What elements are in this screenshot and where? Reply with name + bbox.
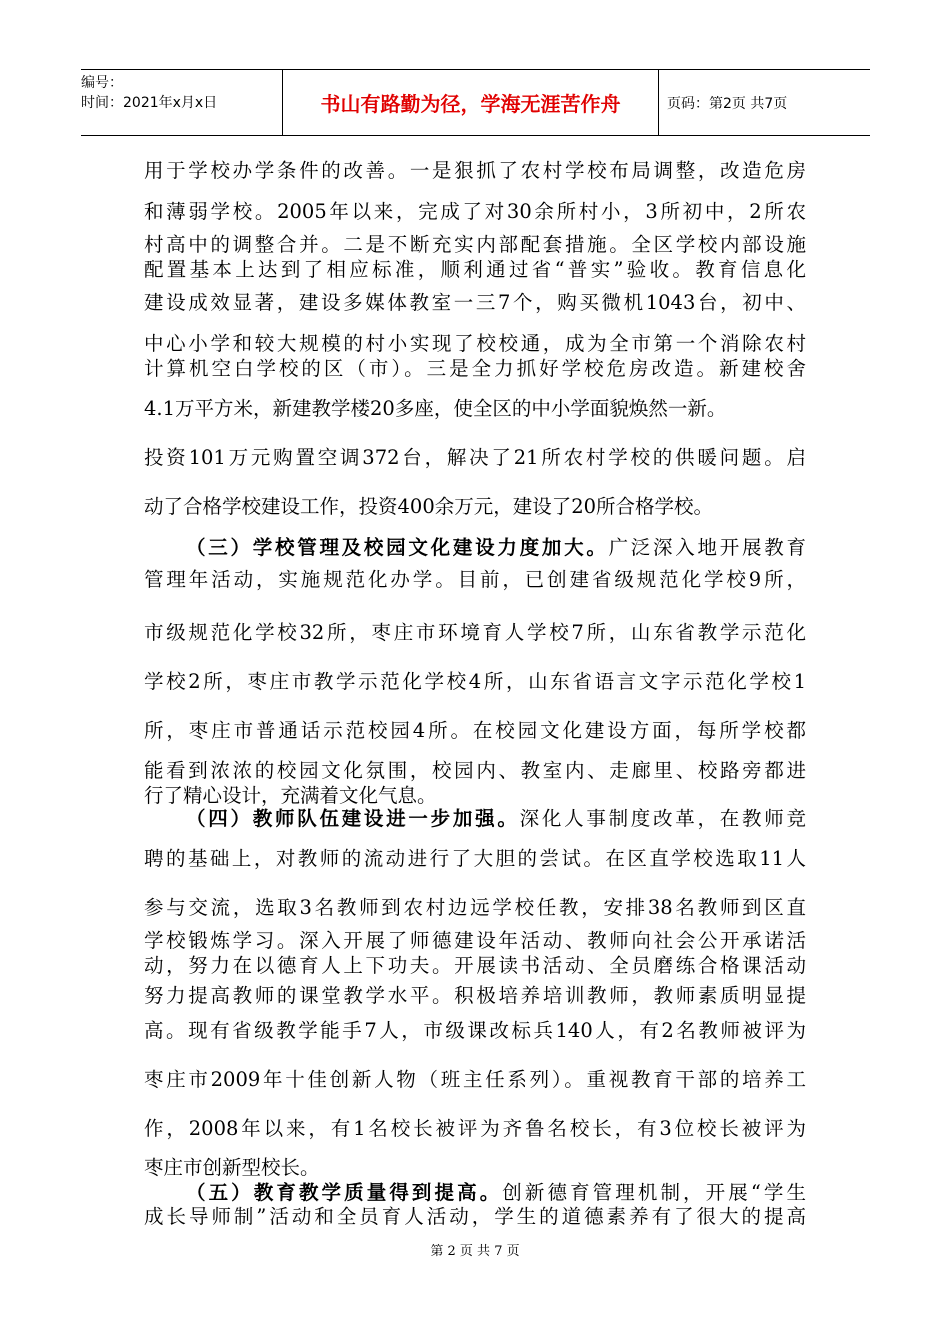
body-line: 枣庄市2009年十佳创新人物（班主任系列）。重视教育干部的培养工 xyxy=(144,1068,806,1091)
body-line: 配置基本上达到了相应标准，顺利通过省“普实”验收。教育信息化 xyxy=(144,258,806,281)
body-line: 村高中的调整合并。二是不断充实内部配套措施。全区学校内部设施 xyxy=(144,233,806,256)
section-4-line xyxy=(186,806,806,832)
header-table xyxy=(81,69,870,136)
body-line: 学校2所，枣庄市教学示范化学校4所，山东省语言文字示范化学校1 xyxy=(144,670,806,693)
body-line: 中心小学和较大规模的村小实现了校校通，成为全市第一个消除农村 xyxy=(144,332,806,355)
body-line: 聘的基础上，对教师的流动进行了大胆的尝试。在区直学校选取11人 xyxy=(144,847,806,870)
body-line: 计算机空白学校的区（市）。三是全力抓好学校危房改造。新建校舍 xyxy=(144,357,806,380)
body-line: 成长导师制”活动和全员育人活动，学生的道德素养有了很大的提高 xyxy=(144,1205,806,1228)
body-line: 所，枣庄市普通话示范校园4所。在校园文化建设方面，每所学校都 xyxy=(144,719,806,742)
body-line: 用于学校办学条件的改善。一是狠抓了农村学校布局调整，改造危房 xyxy=(144,159,806,182)
section-3-heading: （三）学校管理及校园文化建设力度加大。 xyxy=(186,536,609,559)
section-4-heading: （四）教师队伍建设进一步加强。 xyxy=(186,807,520,830)
body-line: 4.1万平方米，新建教学楼20多座，使全区的中小学面貌焕然一新。 xyxy=(144,397,727,420)
section-5-heading: （五）教育教学质量得到提高。 xyxy=(186,1181,503,1204)
section-5-line xyxy=(186,1180,806,1206)
body-line: 建设成效显著，建设多媒体教室一三7个，购买微机1043台，初中、 xyxy=(144,291,806,314)
body-line: 和薄弱学校。2005年以来，完成了对30余所村小，3所初中，2所农 xyxy=(144,200,806,223)
header-motto: 书山有路勤为径，学海无涯苦作舟 xyxy=(283,70,659,135)
body-line: 能看到浓浓的校园文化氛围，校园内、教室内、走廊里、校路旁都进 xyxy=(144,759,806,782)
body-line: 投资101万元购置空调372台，解决了21所农村学校的供暖问题。启 xyxy=(144,446,806,469)
section-5-text: 创新德育管理机制，开展“学生 xyxy=(502,1181,806,1204)
header-page-info: 页码：第2页 共7页 xyxy=(667,95,788,112)
body-line: 动，努力在以德育人上下功夫。开展读书活动、全员磨练合格课活动 xyxy=(144,954,806,977)
body-line: 学校锻炼学习。深入开展了师德建设年活动、教师向社会公开承诺活 xyxy=(144,929,806,952)
body-line: 高。现有省级教学能手7人，市级课改标兵140人，有2名教师被评为 xyxy=(144,1019,806,1042)
body-line: 作，2008年以来，有1名校长被评为齐鲁名校长，有3位校长被评为 xyxy=(144,1117,806,1140)
body-line: 管理年活动，实施规范化办学。目前，已创建省级规范化学校9所， xyxy=(144,568,806,591)
body-line: 市级规范化学校32所，枣庄市环境育人学校7所，山东省教学示范化 xyxy=(144,621,806,644)
time-label: 时间：2021年x月x日 xyxy=(81,95,218,111)
section-3-line xyxy=(186,535,806,561)
body-line: 行了精心设计，充满着文化气息。 xyxy=(144,784,437,807)
section-3-text: 广泛深入地开展教育 xyxy=(608,536,806,559)
body-line: 参与交流，选取3名教师到农村边远学校任教，安排38名教师到区直 xyxy=(144,896,806,919)
body-line: 枣庄市创新型校长。 xyxy=(144,1156,320,1179)
section-4-text: 深化人事制度改革，在教师竞 xyxy=(519,807,806,830)
body-line: 努力提高教师的课堂教学水平。积极培养培训教师，教师素质明显提 xyxy=(144,984,806,1007)
number-label: 编号： xyxy=(81,75,123,91)
body-line: 动了合格学校建设工作，投资400余万元，建设了20所合格学校。 xyxy=(144,495,714,518)
header-meta xyxy=(81,70,283,135)
page-footer: 第 2 页 共 7 页 xyxy=(430,1244,520,1259)
